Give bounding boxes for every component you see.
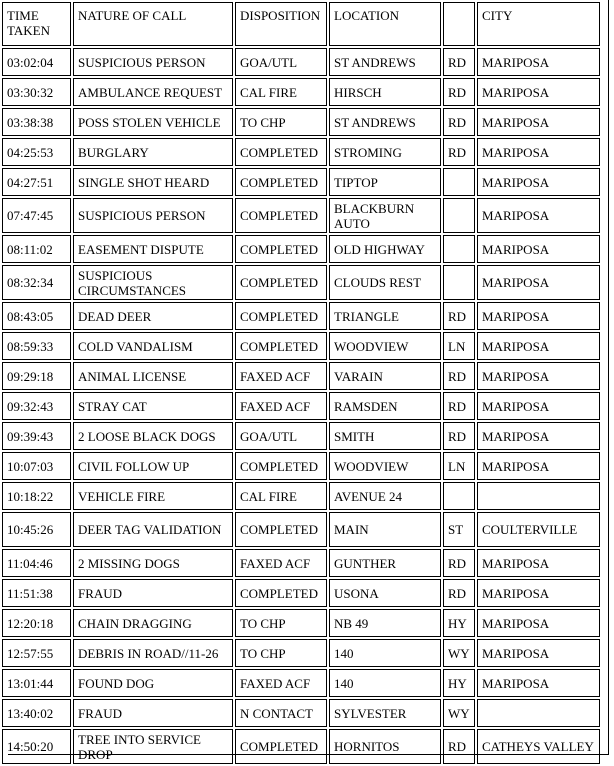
nature-cell: DEBRIS IN ROAD//11-26 [73,639,233,667]
disposition-cell: GOA/UTL [235,48,327,76]
table-row [2,138,600,166]
table-row [2,669,600,697]
city-cell: MARIPOSA [477,78,600,106]
time-cell: 04:27:51 [2,168,71,196]
street-suffix-cell [443,168,475,196]
street-suffix-cell [443,265,475,300]
city-cell: MARIPOSA [477,138,600,166]
location-cell: SYLVESTER [329,699,441,727]
table-row [2,48,600,76]
time-cell: 12:20:18 [2,609,71,637]
street-suffix-cell [443,482,475,510]
location-cell: WOODVIEW [329,332,441,360]
street-suffix-cell: RD [443,302,475,330]
table-row [2,332,600,360]
location-cell: CLOUDS REST [329,265,441,300]
city-cell: MARIPOSA [477,108,600,136]
nature-cell: CIVIL FOLLOW UP [73,452,233,480]
nature-cell: SUSPICIOUS PERSON [73,198,233,233]
location-cell: USONA [329,579,441,607]
city-cell: MARIPOSA [477,362,600,390]
nature-cell: VEHICLE FIRE [73,482,233,510]
location-cell: 140 [329,639,441,667]
disposition-cell: N CONTACT [235,699,327,727]
location-cell: OLD HIGHWAY [329,235,441,263]
disposition-cell: COMPLETED [235,452,327,480]
nature-cell: EASEMENT DISPUTE [73,235,233,263]
street-suffix-cell: LN [443,452,475,480]
disposition-cell: COMPLETED [235,265,327,300]
disposition-cell: TO CHP [235,609,327,637]
table-row [2,78,600,106]
nature-cell: FOUND DOG [73,669,233,697]
table-row [2,302,600,330]
location-cell: BLACKBURN AUTO [329,198,441,233]
table-row [2,699,600,727]
street-suffix-cell: LN [443,332,475,360]
table-row [2,452,600,480]
street-suffix-cell: HY [443,669,475,697]
location-cell: 140 [329,669,441,697]
location-cell: HIRSCH [329,78,441,106]
disposition-cell: COMPLETED [235,512,327,547]
header-time-taken: TIME TAKEN [2,2,71,46]
street-suffix-cell: RD [443,729,475,764]
nature-cell: 2 LOOSE BLACK DOGS [73,422,233,450]
location-cell: NB 49 [329,609,441,637]
disposition-cell: COMPLETED [235,579,327,607]
street-suffix-cell: RD [443,108,475,136]
nature-cell: POSS STOLEN VEHICLE [73,108,233,136]
nature-cell: DEER TAG VALIDATION [73,512,233,547]
location-cell: RAMSDEN [329,392,441,420]
street-suffix-cell: RD [443,48,475,76]
time-cell: 10:07:03 [2,452,71,480]
location-cell: ST ANDREWS [329,108,441,136]
time-cell: 11:51:38 [2,579,71,607]
location-cell: GUNTHER [329,549,441,577]
time-cell: 04:25:53 [2,138,71,166]
disposition-cell: FAXED ACF [235,392,327,420]
table-row [2,265,600,300]
header-nature-of-call: NATURE OF CALL [73,2,233,46]
city-cell: MARIPOSA [477,235,600,263]
city-cell: MARIPOSA [477,302,600,330]
street-suffix-cell: RD [443,579,475,607]
header-city: CITY [477,2,600,46]
street-suffix-cell: RD [443,78,475,106]
table-row [2,549,600,577]
city-cell: MARIPOSA [477,669,600,697]
disposition-cell: GOA/UTL [235,422,327,450]
city-cell: MARIPOSA [477,48,600,76]
nature-cell: CHAIN DRAGGING [73,609,233,637]
time-cell: 03:38:38 [2,108,71,136]
time-cell: 12:57:55 [2,639,71,667]
city-cell [477,699,600,727]
time-cell: 03:30:32 [2,78,71,106]
city-cell [477,482,600,510]
street-suffix-cell [443,235,475,263]
time-cell: 14:50:20 [2,729,71,764]
header-row [2,2,600,46]
location-cell: MAIN [329,512,441,547]
time-cell: 08:43:05 [2,302,71,330]
nature-cell: TREE INTO SERVICE DROP [73,729,233,764]
location-cell: TIPTOP [329,168,441,196]
street-suffix-cell: ST [443,512,475,547]
table-row [2,422,600,450]
nature-cell: SUSPICIOUS CIRCUMSTANCES [73,265,233,300]
city-cell: COULTERVILLE [477,512,600,547]
time-cell: 09:32:43 [2,392,71,420]
disposition-cell: FAXED ACF [235,669,327,697]
city-cell: MARIPOSA [477,198,600,233]
disposition-cell: COMPLETED [235,168,327,196]
city-cell: MARIPOSA [477,549,600,577]
street-suffix-cell [443,198,475,233]
table-row [2,729,600,764]
header-location: LOCATION [329,2,441,46]
header-disposition: DISPOSITION [235,2,327,46]
time-cell: 11:04:46 [2,549,71,577]
location-cell: STROMING [329,138,441,166]
disposition-cell: CAL FIRE [235,78,327,106]
location-cell: SMITH [329,422,441,450]
disposition-cell: TO CHP [235,639,327,667]
table-row [2,639,600,667]
time-cell: 13:40:02 [2,699,71,727]
nature-cell: STRAY CAT [73,392,233,420]
disposition-cell: COMPLETED [235,332,327,360]
city-cell: MARIPOSA [477,392,600,420]
table-row [2,482,600,510]
time-cell: 08:11:02 [2,235,71,263]
table-row [2,198,600,233]
time-cell: 13:01:44 [2,669,71,697]
location-cell: AVENUE 24 [329,482,441,510]
time-cell: 09:29:18 [2,362,71,390]
street-suffix-cell: RD [443,138,475,166]
city-cell: MARIPOSA [477,332,600,360]
nature-cell: SUSPICIOUS PERSON [73,48,233,76]
header-suffix [443,2,475,46]
location-cell: TRIANGLE [329,302,441,330]
disposition-cell: COMPLETED [235,302,327,330]
nature-cell: FRAUD [73,699,233,727]
street-suffix-cell: RD [443,362,475,390]
street-suffix-cell: WY [443,699,475,727]
table-row [2,579,600,607]
table-row [2,168,600,196]
time-cell: 10:45:26 [2,512,71,547]
time-cell: 10:18:22 [2,482,71,510]
location-cell: HORNITOS [329,729,441,764]
nature-cell: FRAUD [73,579,233,607]
time-cell: 08:59:33 [2,332,71,360]
street-suffix-cell: RD [443,549,475,577]
table-row [2,512,600,547]
disposition-cell: COMPLETED [235,198,327,233]
disposition-cell: FAXED ACF [235,362,327,390]
street-suffix-cell: WY [443,639,475,667]
call-log-body [2,48,600,764]
table-row [2,362,600,390]
table-row [2,108,600,136]
city-cell: MARIPOSA [477,579,600,607]
disposition-cell: COMPLETED [235,235,327,263]
table-row [2,609,600,637]
city-cell: MARIPOSA [477,639,600,667]
nature-cell: SINGLE SHOT HEARD [73,168,233,196]
city-cell: MARIPOSA [477,609,600,637]
time-cell: 03:02:04 [2,48,71,76]
nature-cell: 2 MISSING DOGS [73,549,233,577]
time-cell: 07:47:45 [2,198,71,233]
nature-cell: COLD VANDALISM [73,332,233,360]
location-cell: VARAIN [329,362,441,390]
disposition-cell: TO CHP [235,108,327,136]
disposition-cell: CAL FIRE [235,482,327,510]
time-cell: 08:32:34 [2,265,71,300]
disposition-cell: COMPLETED [235,729,327,764]
nature-cell: DEAD DEER [73,302,233,330]
city-cell: MARIPOSA [477,452,600,480]
table-row [2,235,600,263]
city-cell: CATHEYS VALLEY [477,729,600,764]
location-cell: ST ANDREWS [329,48,441,76]
city-cell: MARIPOSA [477,168,600,196]
street-suffix-cell: RD [443,392,475,420]
city-cell: MARIPOSA [477,265,600,300]
nature-cell: AMBULANCE REQUEST [73,78,233,106]
time-cell: 09:39:43 [2,422,71,450]
city-cell: MARIPOSA [477,422,600,450]
table-row [2,392,600,420]
street-suffix-cell: RD [443,422,475,450]
location-cell: WOODVIEW [329,452,441,480]
street-suffix-cell: HY [443,609,475,637]
disposition-cell: FAXED ACF [235,549,327,577]
nature-cell: ANIMAL LICENSE [73,362,233,390]
nature-cell: BURGLARY [73,138,233,166]
disposition-cell: COMPLETED [235,138,327,166]
